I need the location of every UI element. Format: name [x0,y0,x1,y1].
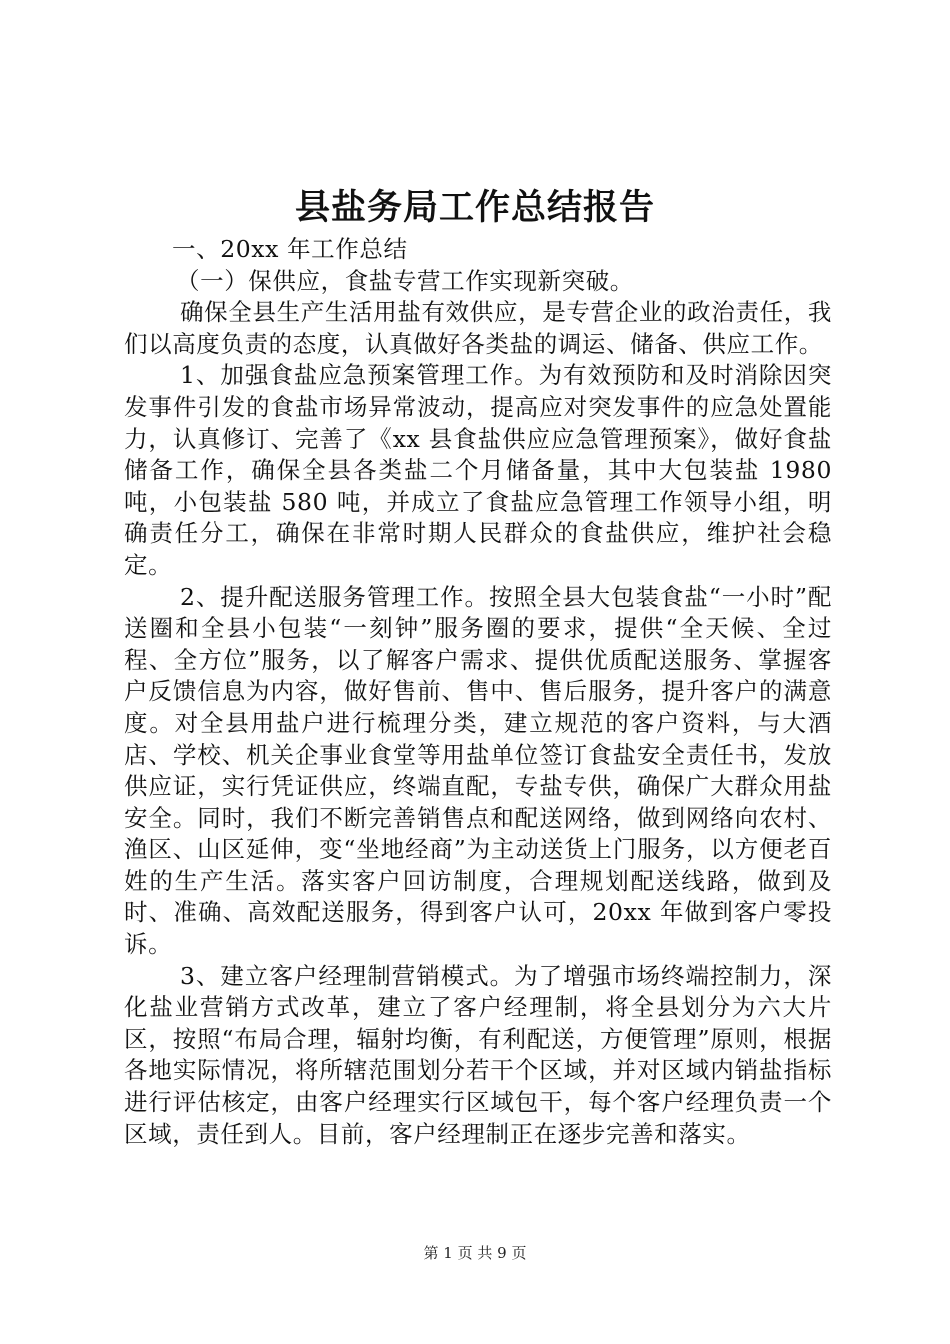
paragraph-item-3: 3、建立客户经理制营销模式。为了增强市场终端控制力，深化盐业营销方式改革，建立了客户经理制，将全县划分为六大片区，按照“布局合理，辐射均衡，有利配送，方便管理”原则，根据各地实际情况，将所辖范围划分若干个区域，并对区域内销盐指标进行评估核定，由客户经理实行区域包干，每个客户经理负责一个区域，责任到人。目前，客户经理制正在逐步完善和落实。 [124,961,832,1148]
document-body [124,234,832,1150]
document-title: 县盐务局工作总结报告 [294,187,655,228]
page-footer: 第 1 页 共 9 页 [423,1244,527,1262]
section-heading: 一、20xx 年工作总结 [172,235,408,263]
subsection-heading: （一）保供应，食盐专营工作实现新突破。 [176,266,634,295]
paragraph-item-2: 2、提升配送服务管理工作。按照全县大包装食盐“一小时”配送圈和全县小包装“一刻钟”服务圈的要求，提供“全天候、全过程、全方位”服务，以了解客户需求、提供优质配送服务、掌握客户反馈信息为内容，做好售前、售中、售后服务，提升客户的满意度。对全县用盐户进行梳理分类，建立规范的客户资料，与大酒店、学校、机关企事业食堂等用盐单位签订食盐安全责任书，发放供应证，实行凭证供应，终端直配，专盐专供，确保广大群众用盐安全。同时，我们不断完善销售点和配送网络，做到网络向农村、渔区、山区延伸，变“坐地经商”为主动送货上门服务，以方便老百姓的生产生活。落实客户回访制度，合理规划配送线路，做到及时、准确、高效配送服务，得到客户认可，20xx 年做到客户零投诉。 [124,582,832,959]
paragraph-item-1: 1、加强食盐应急预案管理工作。为有效预防和及时消除因突发事件引发的食盐市场异常波动，提高应对突发事件的应急处置能力，认真修订、完善了《xx 县食盐供应应急管理预案》，做好食盐储备工作，确保全县各类盐二个月储备量，其中大包装盐 1980 吨，小包装盐 580 吨，并成立了食盐应急管理工作领导小组，明确责任分工，确保在非常时期人民群众的食盐供应，维护社会稳定。 [124,361,832,579]
paragraph-intro: 确保全县生产生活用盐有效供应，是专营企业的政治责任，我们以高度负责的态度，认真做好各类盐的调运、储备、供应工作。 [124,298,832,358]
